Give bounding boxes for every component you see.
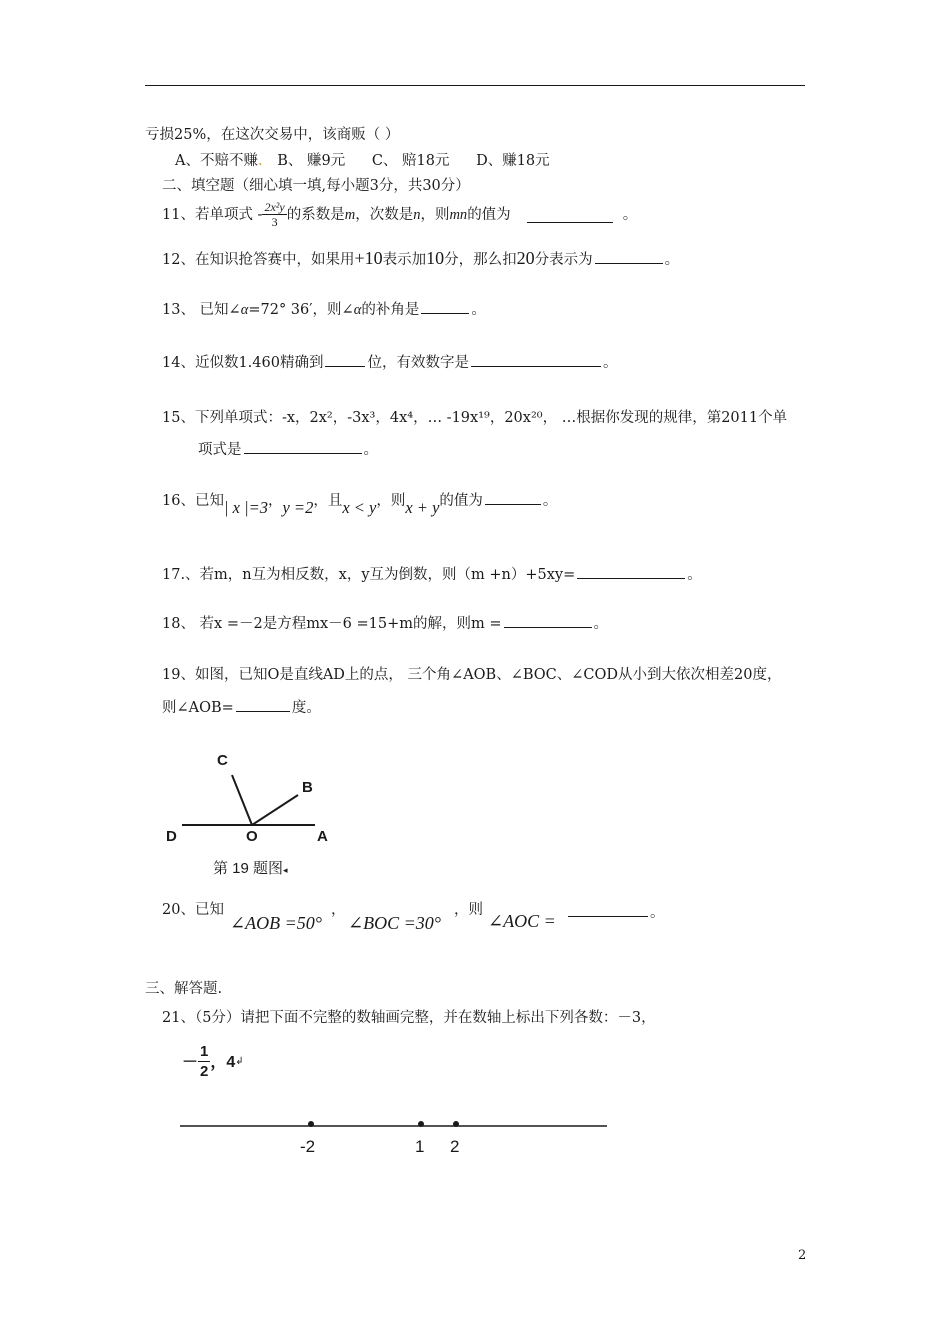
q11-answer-blank[interactable] (527, 208, 613, 223)
q18-end: 。 (593, 616, 608, 632)
q21-frac-num: 1 (200, 1043, 209, 1060)
section3-title: 三、解答题. (145, 981, 223, 997)
option-d: D、赚18元 (476, 153, 550, 169)
q11-prefix: 11、若单项式 - (162, 206, 263, 223)
ray-oc (232, 775, 252, 825)
header-rule (145, 85, 805, 86)
q20-aob: ∠AOB =50° (230, 913, 322, 933)
q19-figure-caption (213, 860, 288, 878)
q14-blank-1[interactable] (325, 352, 365, 367)
question-19-line2 (162, 697, 321, 717)
q11-frac-num: 2x²y (264, 200, 285, 214)
q16-prefix: 16、已知 (162, 493, 224, 509)
q17-answer-blank[interactable] (577, 564, 685, 579)
q13-end: 。 (471, 302, 486, 318)
label-o: O (246, 828, 258, 845)
label-a: A (317, 828, 328, 845)
point-neg2[interactable] (308, 1121, 314, 1127)
question-15-line1: 15、下列单项式：-x，2x²，-3x³，4x⁴，… -19x¹⁹，20x²⁰， …根据你发现的规律，第2011个单 (162, 410, 788, 426)
option-a: A、不赔不赚 (175, 153, 258, 169)
q12-twenty: 20 (516, 248, 535, 268)
question-13 (162, 299, 486, 319)
ray-ob (252, 795, 298, 825)
q13-prefix: 13、 已知∠ (162, 302, 241, 318)
section2-title: 二、填空题（细心填一填,每小题3分，共30分） (162, 178, 470, 194)
question-19-line1: 19、如图，已知O是直线AD上的点， 三个角∠AOB、∠BOC、∠COD从小到大依次相差20度， (162, 667, 782, 683)
q21-tail: ，4 (210, 1053, 236, 1071)
q12-mid1: 表示加 (382, 252, 427, 268)
q14-mid: 位，有效数字是 (367, 355, 469, 371)
point-2[interactable] (453, 1121, 459, 1127)
page-number: 2 (798, 1248, 807, 1263)
q15-answer-blank[interactable] (244, 439, 362, 454)
q12-mid3: 分表示为 (534, 252, 593, 268)
question-20 (162, 902, 224, 919)
q16-mid2: ，则 (376, 493, 406, 509)
question-12 (162, 248, 679, 270)
q20-end: 。 (650, 905, 665, 921)
caption-marker-icon: ◂ (283, 865, 288, 875)
q14-end: 。 (602, 355, 618, 371)
q17-end: 。 (687, 567, 702, 583)
q12-ten: 10 (426, 248, 445, 268)
q19-figure (160, 740, 360, 850)
q12-end: 。 (664, 252, 680, 268)
axis-label-neg2: -2 (300, 1137, 316, 1156)
q19-line2-suffix: 度。 (291, 700, 321, 716)
question-21: 21、（5分）请把下面不完整的数轴画完整，并在数轴上标出下列各数：－3， (162, 1010, 656, 1026)
q11-frac-den: 3 (271, 215, 278, 230)
q20-answer-blank[interactable] (568, 902, 648, 917)
q11-m: m (344, 206, 356, 223)
q19-answer-blank[interactable] (236, 697, 290, 712)
q11-suffix-b: ，次数是 (355, 206, 414, 223)
q16-abs: | x |=3 (223, 498, 268, 517)
question-17 (162, 564, 702, 584)
q20-mid: ，则 (454, 902, 483, 918)
question-18 (162, 613, 608, 633)
q11-fraction (262, 200, 286, 231)
q11-mn: mn (449, 206, 468, 223)
q16-y: y =2 (282, 498, 314, 517)
q13-alpha: α (240, 302, 249, 318)
return-marker-icon: ↲ (235, 1056, 244, 1068)
question-16 (162, 490, 558, 517)
q20-comma1: ， (331, 902, 346, 918)
q15-line2-prefix: 项式是 (198, 442, 242, 458)
q21-fraction (198, 1043, 210, 1082)
q21-neg: － (182, 1053, 199, 1071)
q16-mid: ，且 (313, 493, 343, 509)
q13-answer-blank[interactable] (421, 299, 469, 314)
q16-comma: ， (267, 493, 283, 509)
q11-suffix-a: 的系数是 (286, 206, 345, 223)
q14-prefix: 14、近似数1.460精确到 (162, 355, 324, 371)
q11-end: 。 (622, 206, 638, 223)
q21-numbers (182, 1043, 244, 1082)
q16-ineq: x < y (342, 498, 377, 517)
option-c: C、 赔18元 (371, 153, 450, 169)
q13-value: =72° 36′，则∠ (248, 302, 354, 318)
intro-line: 亏损25%，在这次交易中，该商贩（ ） (145, 127, 400, 143)
q14-blank-2[interactable] (471, 352, 601, 367)
q11-suffix-c: ，则 (420, 206, 450, 223)
q17-text: 17.、若m，n互为相反数，x，y互为倒数，则（m +n）+5xy= (162, 567, 576, 583)
q16-suffix: 的值为 (439, 493, 483, 509)
question-11 (162, 200, 637, 231)
question-14 (162, 352, 617, 372)
axis-label-2: 2 (450, 1137, 460, 1156)
label-c: C (217, 752, 228, 769)
number-line (175, 1112, 615, 1162)
label-b: B (302, 779, 313, 796)
axis-label-1: 1 (415, 1137, 425, 1156)
q16-sum: x + y (405, 498, 440, 517)
q12-prefix: 12、在知识抢答赛中，如果用 (162, 252, 355, 268)
q13-alpha2: α (353, 302, 362, 318)
label-d: D (166, 828, 177, 845)
intro-options: A、不赔不赚. B、 赚9元 C、 赔18元 D、赚18元 (175, 153, 550, 169)
q21-frac-den: 2 (200, 1063, 209, 1080)
q12-plus10: +10 (354, 248, 383, 268)
q13-suffix: 的补角是 (361, 302, 420, 318)
q16-answer-blank[interactable] (485, 490, 541, 505)
q16-end: 。 (542, 493, 558, 509)
point-1[interactable] (418, 1121, 424, 1127)
q19-caption-text: 第 19 题图 (213, 860, 284, 877)
option-b: B、 赚9元 (277, 153, 346, 169)
q20-prefix: 20、已知 (162, 902, 224, 918)
q12-answer-blank[interactable] (595, 249, 663, 264)
q12-mid2: 分，那么扣 (444, 252, 517, 268)
q19-line2-prefix: 则∠AOB= (162, 700, 234, 716)
q20-boc: ∠BOC =30° (348, 913, 441, 933)
q11-n: n (413, 206, 421, 223)
q20-aoc: ∠AOC = (488, 911, 556, 931)
q11-suffix-d: 的值为 (467, 206, 511, 223)
q15-end: 。 (363, 442, 378, 458)
question-15-line2 (198, 439, 378, 459)
q18-text: 18、 若x =－2是方程mx－6 =15+m的解，则m = (162, 616, 502, 632)
q18-answer-blank[interactable] (504, 613, 592, 628)
q20-answer (566, 902, 665, 922)
